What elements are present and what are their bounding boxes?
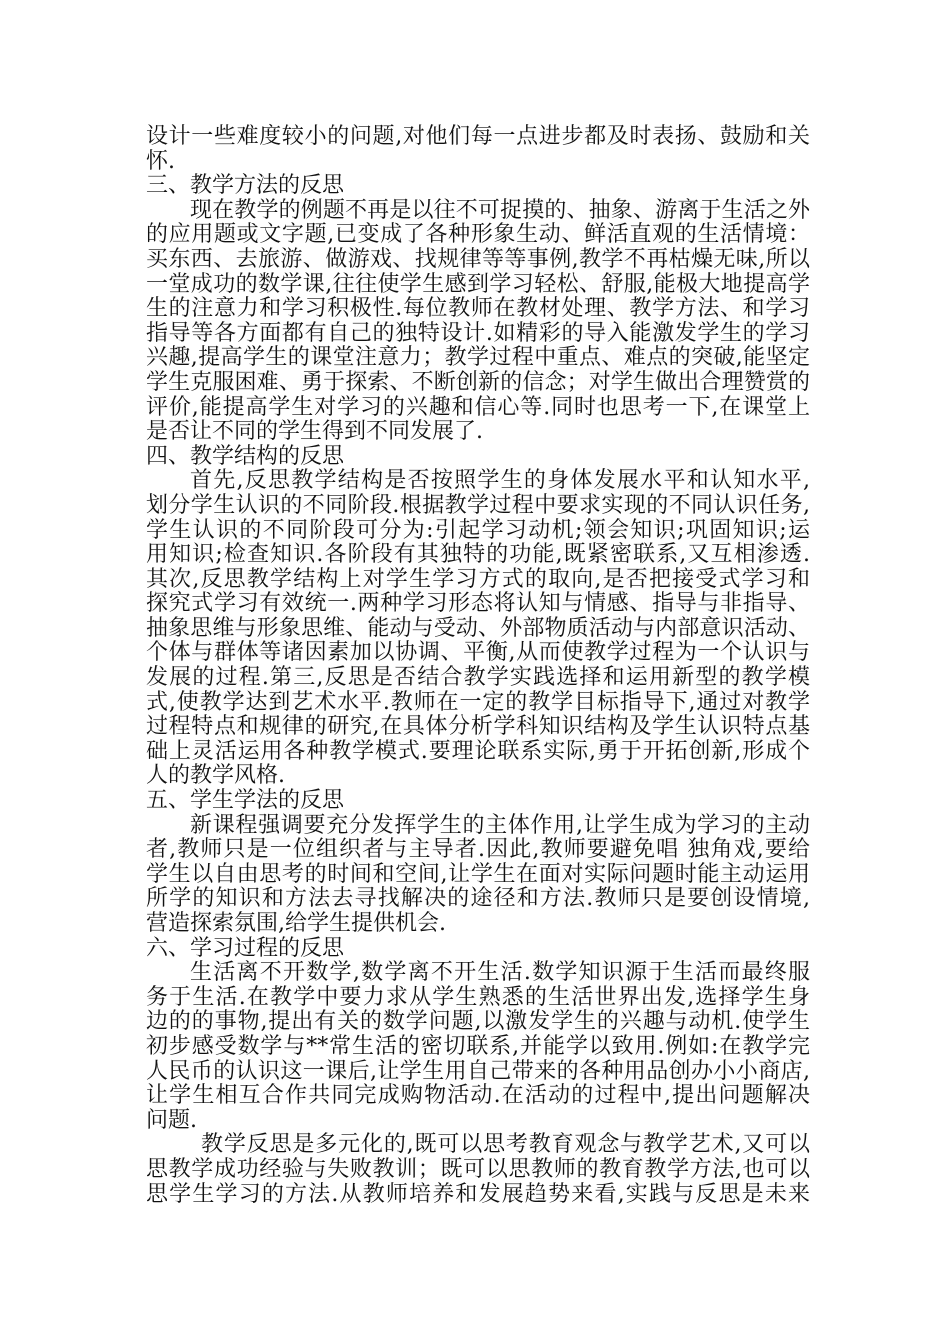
section-heading: 五、学生学法的反思 [146,788,345,814]
paragraph-line: 生活离不开数学,数学离不开生活.数学知识源于生活而最终服 [190,960,810,986]
paragraph-line: 设计一些难度较小的问题,对他们每一点进步都及时表扬、鼓励和关 [146,124,810,149]
paragraph-line: 首先,反思教学结构是否按照学生的身体发展水平和认知水平, [190,468,810,494]
paragraph-line: 初步感受数学与**常生活的密切联系,并能学以致用.例如:在教学完 [146,1033,810,1059]
paragraph-line: 其次,反思教学结构上对学生学习方式的取向,是否把接受式学习和 [146,566,810,592]
section-heading: 四、教学结构的反思 [146,443,345,469]
paragraph-line: 问题. [146,1107,197,1133]
paragraph-line: 是否让不同的学生得到不同发展了. [146,419,483,445]
paragraph-line: 指导等各方面都有自己的独特设计.如精彩的导入能激发学生的学习 [146,320,810,346]
paragraph-line: 过程特点和规律的研究,在具体分析学科知识结构及学生认识特点基 [146,714,810,740]
paragraph-line: 怀. [146,148,175,174]
section-heading: 三、教学方法的反思 [146,173,345,199]
paragraph-line: 务于生活.在教学中要力求从学生熟悉的生活世界出发,选择学生身 [146,984,810,1010]
paragraph-line: 探究式学习有效统一.两种学习形态将认知与情感、指导与非指导、 [146,591,810,617]
paragraph-line: 学生克服困难、勇于探索、不断创新的信念；对学生做出合理赞赏的 [146,369,810,395]
paragraph-line: 学生认识的不同阶段可分为:引起学习动机;领会知识;巩固知识;运 [146,517,810,543]
paragraph-line: 营造探索氛围,给学生提供机会. [146,911,446,936]
paragraph-line: 划分学生认识的不同阶段.根据教学过程中要求实现的不同认识任务, [146,492,810,518]
paragraph-line: 现在教学的例题不再是以往不可捉摸的、抽象、游离于生活之外 [190,197,810,223]
paragraph-line: 新课程强调要充分发挥学生的主体作用,让学生成为学习的主动 [190,812,810,838]
paragraph-line: 边的的事物,提出有关的数学问题,以激发学生的兴趣与动机.使学生 [146,1009,810,1035]
paragraph-line: 的应用题或文字题,已变成了各种形象生动、鲜活直观的生活情境： [146,222,810,248]
paragraph-line: 式,使教学达到艺术水平.教师在一定的教学目标指导下,通过对教学 [146,689,810,715]
paragraph-line: 让学生相互合作共同完成购物活动.在活动的过程中,提出问题解决 [146,1083,810,1109]
document-page [146,125,810,1207]
paragraph-line: 人民币的认识这一课后,让学生用自己带来的各种用品创办小小商店, [146,1058,810,1084]
paragraph-line: 学生以自由思考的时间和空间,让学生在面对实际问题时能主动运用 [146,861,810,887]
paragraph-line: 买东西、去旅游、做游戏、找规律等等事例,教学不再枯燥无味,所以 [146,246,810,272]
paragraph-line: 个体与群体等诸因素加以协调、平衡,从而使教学过程为一个认识与 [146,640,810,666]
paragraph-line: 者,教师只是一位组织者与主导者.因此,教师要避免唱 独角戏,要给 [146,837,810,863]
paragraph-line: 兴趣,提高学生的课堂注意力；教学过程中重点、难点的突破,能坚定 [146,345,810,371]
paragraph-line: 思学生学习的方法.从教师培养和发展趋势来看,实践与反思是未来 [146,1181,810,1207]
paragraph-line: 教学反思是多元化的,既可以思考教育观念与教学艺术,又可以 [201,1132,810,1158]
paragraph-line: 评价,能提高学生对学习的兴趣和信心等.同时也思考一下,在课堂上 [146,394,810,420]
paragraph-line: 人的教学风格. [146,763,285,789]
paragraph-line: 础上灵活运用各种教学模式.要理论联系实际,勇于开拓创新,形成个 [146,738,810,764]
paragraph-line: 一堂成功的数学课,往往使学生感到学习轻松、舒服,能极大地提高学 [146,271,810,297]
paragraph-line: 思教学成功经验与失败教训；既可以思教师的教育教学方法,也可以 [146,1156,810,1182]
paragraph-line: 抽象思维与形象思维、能动与受动、外部物质活动与内部意识活动、 [146,615,810,641]
paragraph-line: 用知识;检查知识.各阶段有其独特的功能,既紧密联系,又互相渗透. [146,542,810,568]
paragraph-line: 所学的知识和方法去寻找解决的途径和方法.教师只是要创设情境, [146,886,810,912]
section-heading: 六、学习过程的反思 [146,935,345,961]
paragraph-line: 生的注意力和学习积极性.每位教师在教材处理、教学方法、和学习 [146,296,810,322]
paragraph-line: 发展的过程.第三,反思是否结合教学实践选择和运用新型的教学模 [146,665,810,691]
